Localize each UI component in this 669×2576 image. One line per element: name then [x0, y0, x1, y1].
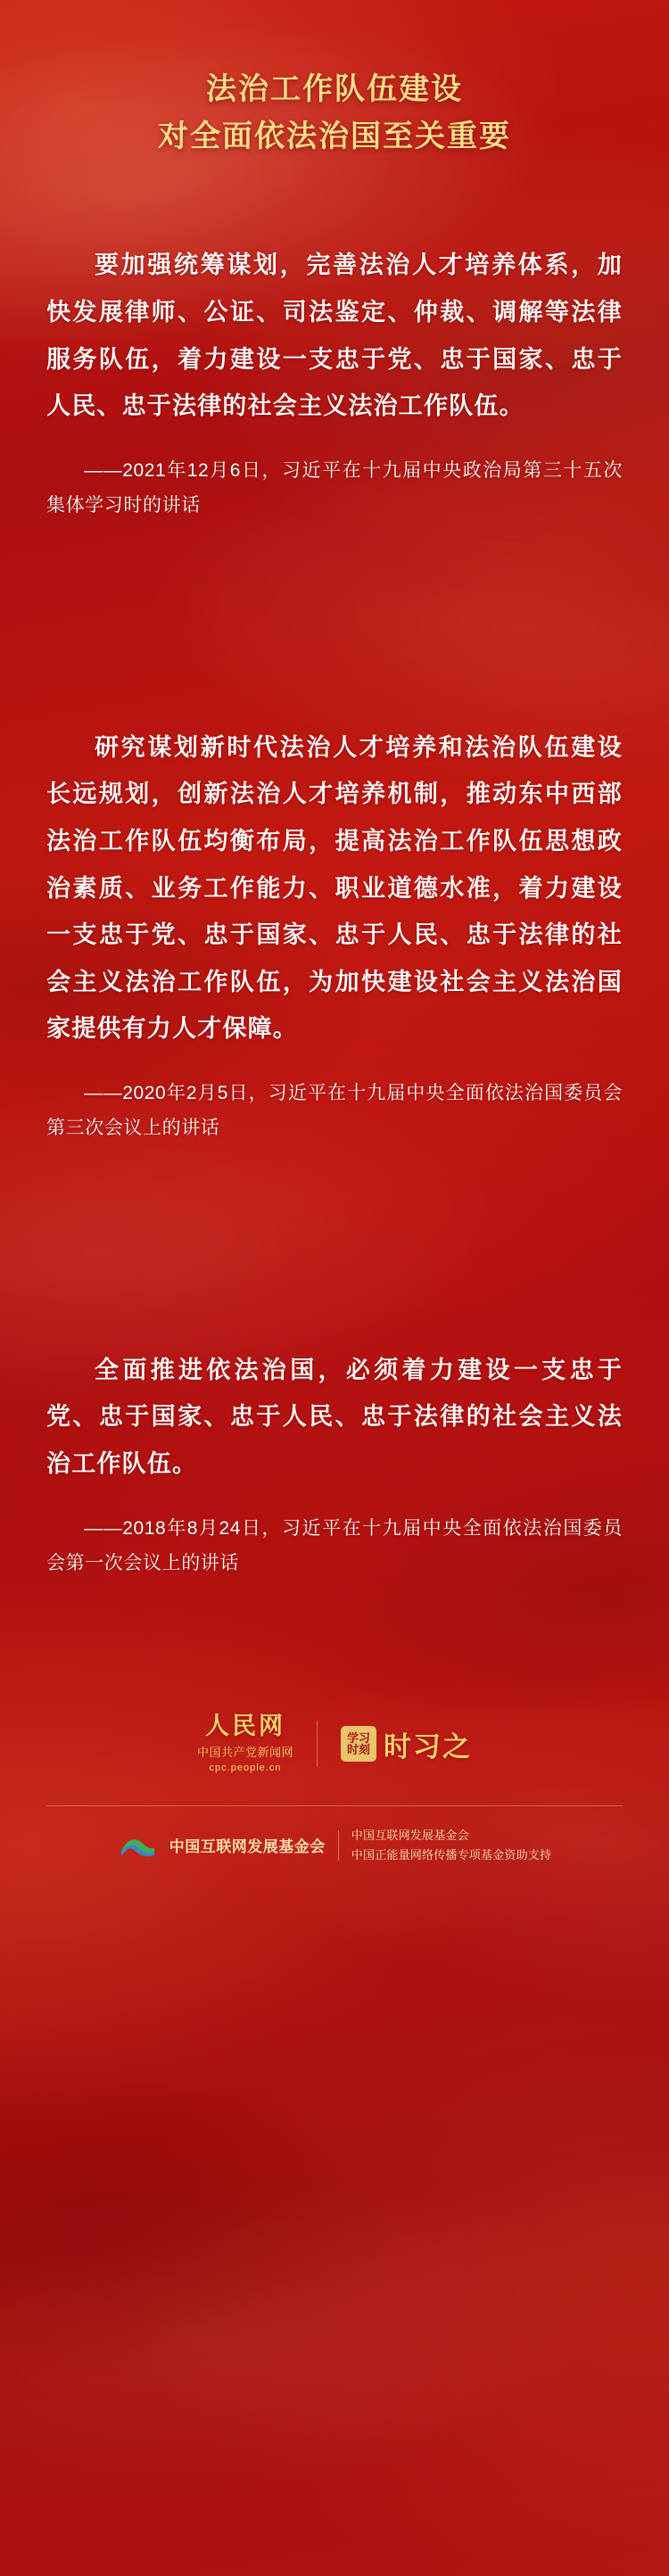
fund-support-lines: [351, 1826, 551, 1864]
shixizhi-seal-icon: 学习时刻: [341, 1726, 376, 1762]
people-cn-logo-text: 人民网: [204, 1713, 285, 1740]
fund-divider: [338, 1830, 339, 1861]
quote-source-2: ——2020年2月5日，习近平在十九届中央全面依法治国委员会第三次会议上的讲话: [46, 1083, 623, 1138]
people-cn-url: cpc.people.cn: [209, 1763, 282, 1774]
quote-text-3: 全面推进依法治国，必须着力建设一支忠于党、忠于国家、忠于人民、忠于法律的社会主义法治工作队伍。: [46, 1356, 623, 1478]
shixizhi-logo-text: 时习之: [384, 1730, 472, 1763]
spacer-2: [46, 1165, 623, 1270]
quote-source-1: ——2021年12月6日，习近平在十九届中央政治局第三十五次集体学习时的讲话: [46, 459, 623, 516]
fund-logo-icon: [118, 1832, 157, 1859]
quote-source-3: ——2018年8月24日，习近平在十九届中央全面依法治国委员会第一次会议上的讲话: [46, 1517, 623, 1573]
page-title: [46, 0, 623, 160]
poster-footer: [46, 1714, 623, 1900]
quote-block-2: [46, 724, 623, 1146]
footer-brand-row: [46, 1714, 623, 1773]
fund-name-label: 中国互联网发展基金会: [169, 1838, 326, 1856]
quote-block-1: [46, 242, 623, 523]
cloth-shadow-4: [0, 1966, 669, 2511]
quote-text-1: 要加强统筹谋划，完善法治人才培养体系，加快发展律师、公证、司法鉴定、仲裁、调解等法律服务队伍，着力建设一支忠于党、忠于国家、忠于人民、忠于法律的社会主义法治工作队伍。: [46, 252, 623, 420]
fund-credit-bar: [46, 1805, 623, 1864]
fund-support-line-1: 中国互联网发展基金会: [351, 1829, 469, 1843]
cloth-highlight-5: [0, 2049, 669, 2576]
people-cn-logo: [197, 1714, 293, 1773]
people-cn-subtitle: 中国共产党新闻网: [196, 1746, 293, 1760]
spacer-1: [46, 542, 623, 648]
footer-divider: [317, 1721, 318, 1767]
quote-text-2: 研究谋划新时代法治人才培养和法治队伍建设长远规划，创新法治人才培养机制，推动东中西部法治工作队伍均衡布局，提高法治工作队伍思想政治素质、业务工作能力、职业道德水准，着力建设一支忠于党、忠于国家、忠于人民、忠于法律的社会主义法治工作队伍，为加快建设社会主义法治国家提供有力人才保障。: [46, 733, 623, 1043]
fund-support-line-2: 中国正能量网络传播专项基金资助支持: [351, 1847, 552, 1862]
quote-block-3: [46, 1347, 623, 1581]
shixizhi-logo: [341, 1724, 472, 1764]
page-title-line-2: 对全面依法治国至关重要: [158, 119, 511, 153]
page-title-line-1: 法治工作队伍建设: [206, 72, 463, 106]
